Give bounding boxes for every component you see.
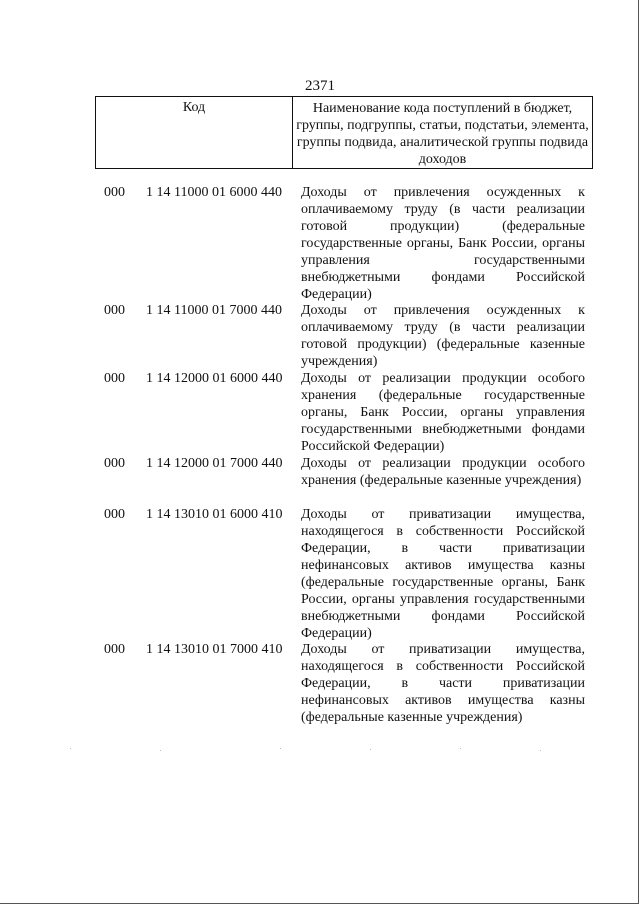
admin-code: 000 (104, 456, 125, 471)
list-item (100, 641, 600, 726)
scan-noise (40, 748, 600, 752)
list-item (100, 370, 600, 455)
income-description: Доходы от приватизации имущества, находящегося в собственности Российской Федерации, в части приватизации нефинансовых активов имущества казны (федеральные казенные учреждения) (301, 642, 585, 725)
header-code-cell: Код (96, 97, 293, 169)
admin-code: 000 (104, 507, 125, 522)
header-name-cell: Наименование кода поступлений в бюджет, группы, подгруппы, статьи, подстатьи, элемента, группы подвида, аналитической группы подвида доходов (293, 97, 593, 169)
income-code: 1 14 13010 01 7000 410 (146, 642, 283, 657)
admin-code: 000 (104, 185, 125, 200)
admin-code: 000 (104, 642, 125, 657)
income-description: Доходы от реализации продукции особого хранения (федеральные казенные учреждения) (301, 456, 585, 488)
list-item (100, 302, 600, 370)
page-number: 2371 (305, 78, 335, 94)
admin-code: 000 (104, 303, 125, 318)
income-description: Доходы от привлечения осужденных к оплачиваемому труду (в части реализации готовой продукции) (федеральные государственные органы, Банк России, органы управления государственными внебюджетными фондами Российской Федерации) (301, 185, 585, 302)
list-item (100, 184, 600, 302)
income-description: Доходы от приватизации имущества, находящегося в собственности Российской Федерации, в части приватизации нефинансовых активов имущества казны (федеральные государственные органы, Банк России, органы управления государственными внебюджетными фондами Российской Федерации) (301, 507, 585, 641)
income-code-list (100, 184, 600, 726)
admin-code: 000 (104, 371, 125, 386)
header-table (95, 96, 593, 169)
income-code: 1 14 12000 01 7000 440 (146, 456, 283, 471)
list-item (100, 455, 600, 506)
income-code: 1 14 12000 01 6000 440 (146, 371, 283, 386)
income-code: 1 14 11000 01 7000 440 (146, 303, 282, 318)
income-description: Доходы от реализации продукции особого хранения (федеральные государственные органы, Банк России, органы управления государственными внебюджетными фондами Российской Федерации) (301, 371, 585, 454)
list-item (100, 506, 600, 641)
income-code: 1 14 11000 01 6000 440 (146, 185, 282, 200)
income-description: Доходы от привлечения осужденных к оплачиваемому труду (в части реализации готовой продукции) (федеральные казенные учреждения) (301, 303, 585, 369)
income-code: 1 14 13010 01 6000 410 (146, 507, 283, 522)
